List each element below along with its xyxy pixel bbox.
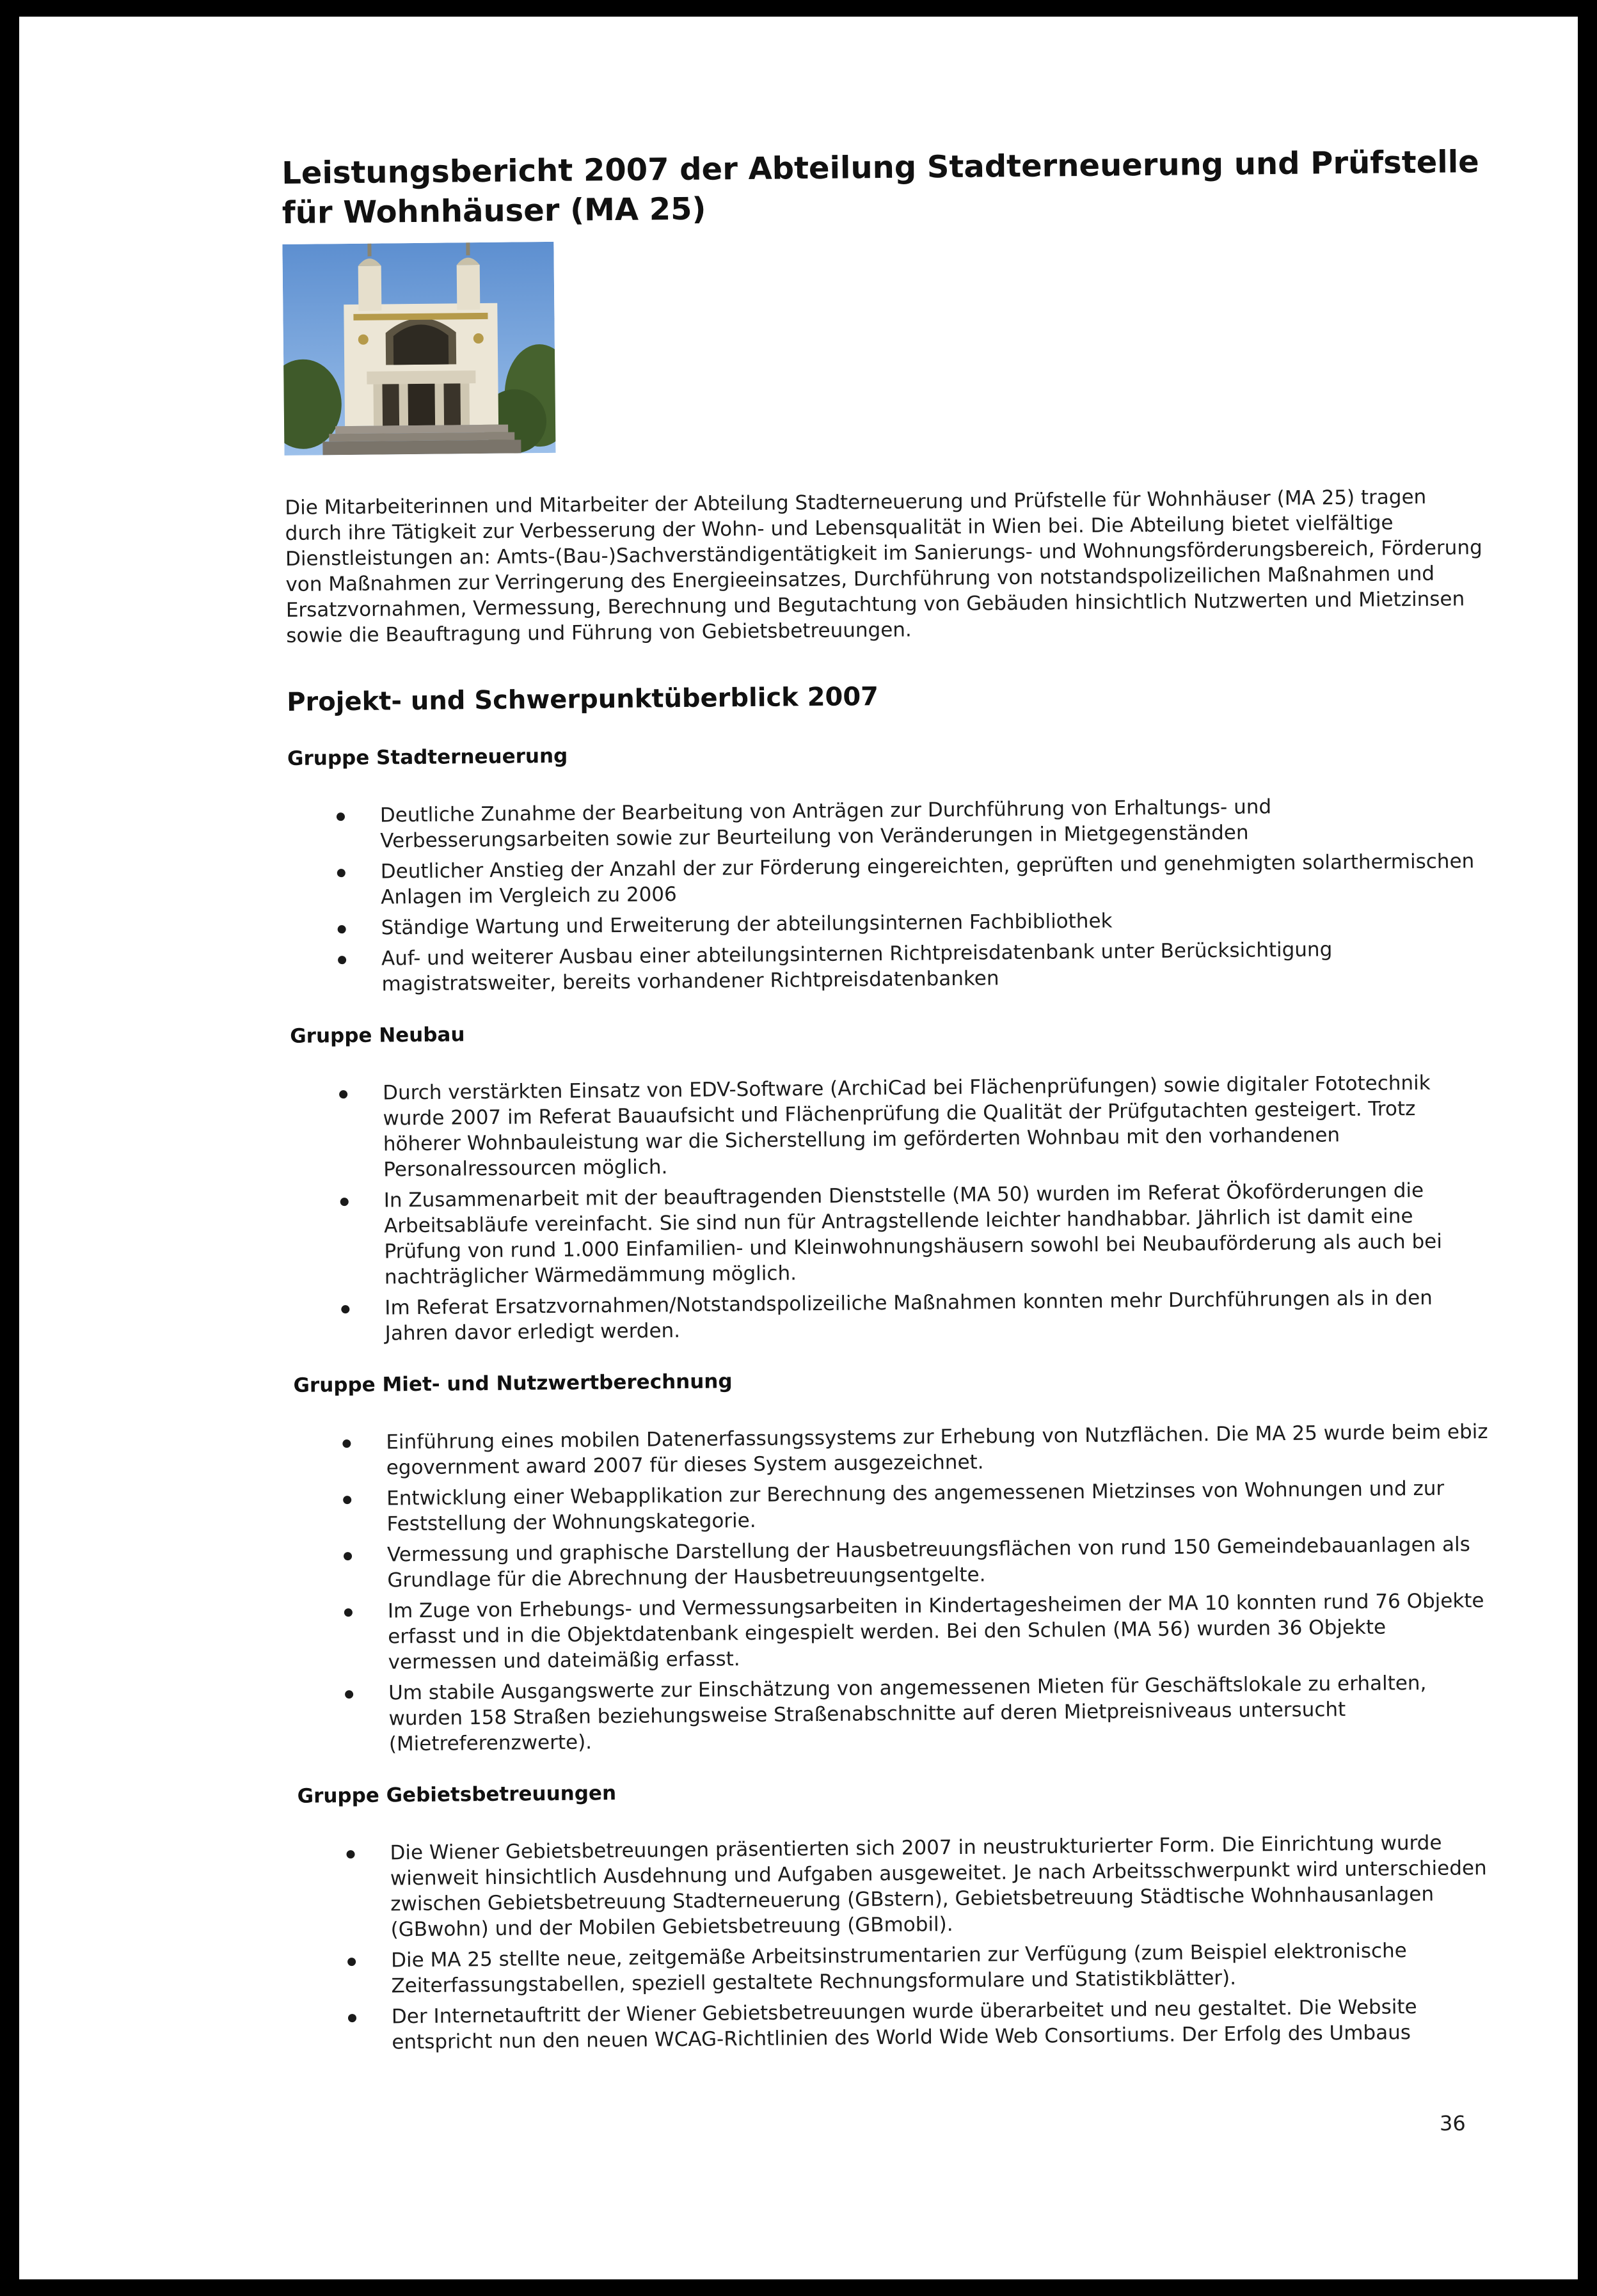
overview-heading: Projekt- und Schwerpunktüberblick 2007 xyxy=(287,682,879,717)
list-item: Im Zuge von Erhebungs- und Vermessungsarbeiten in Kindertagesheimen der MA 10 konnten rund 76 Objekte erfasst und in die Objektdatenbank eingespielt werden. Bei den Schulen (MA 56) wurden 36 Objekte vermessen und dateimäßig erfasst. xyxy=(296,1588,1499,1676)
bullet-icon xyxy=(337,812,345,821)
bullet-icon xyxy=(342,1439,351,1448)
section-heading-miet-nutzwert: Gruppe Miet- und Nutzwertberechnung xyxy=(293,1370,733,1397)
page-number: 36 xyxy=(1440,2111,1466,2135)
section-heading-gebietsbetreuungen: Gruppe Gebietsbetreuungen xyxy=(297,1782,617,1808)
building-photo xyxy=(282,242,555,455)
bullet-icon xyxy=(348,2014,356,2022)
bullet-icon xyxy=(346,1850,354,1858)
list-item: Die Wiener Gebietsbetreuungen präsentierten sich 2007 in neustrukturierter Form. Die Einrichtung wurde wienweit hinsichtlich Ausdehnung und Aufgaben ausgeweitet. Je nach Arbeitsschwerpunkt wird unterschieden zwischen Gebietsbetreuung Stadterneuerung (GBstern), Gebietsbetreuung Städtische Wohnhausanlagen (GBwohn) und der Mobilen Gebietsbetreuung (GBmobil). xyxy=(298,1830,1501,1944)
bullet-icon xyxy=(347,1958,356,1966)
bullet-icon xyxy=(338,925,346,933)
page-title: Leistungsbericht 2007 der Abteilung Stadterneuerung und Prüfstelle für Wohnhäuser (MA 25) xyxy=(282,144,1479,231)
bullet-list-stadterneuerung xyxy=(288,792,1493,998)
list-item: Im Referat Ersatzvornahmen/Notstandspolizeiliche Maßnahmen konnten mehr Durchführungen als in den Jahren davor erledigt werden. xyxy=(292,1285,1496,1347)
bullet-list-gebietsbetreuungen xyxy=(298,1830,1502,2056)
bullet-icon xyxy=(345,1690,353,1698)
bullet-list-neubau xyxy=(290,1070,1496,1347)
bullet-icon xyxy=(344,1608,353,1617)
list-item: Vermessung und graphische Darstellung der Hausbetreuungsflächen von rund 150 Gemeindebauanlagen als Grundlage für die Abrechnung der Hausbetreuungsentgelte. xyxy=(295,1532,1498,1594)
bullet-icon xyxy=(337,869,346,877)
bullet-list-miet-nutzwert xyxy=(294,1419,1500,1758)
page-content xyxy=(282,142,1503,2082)
list-item: In Zusammenarbeit mit der beauftragenden Dienststelle (MA 50) wurden im Referat Ökoförderungen die Arbeitsabläufe vereinfacht. Sie sind nun für Antragstellende leichter handhabbar. Jährlich ist damit eine Prüfung von rund 1.000 Einfamilien- und Kleinwohnungshäusern sowohl bei Neubauförderung als auch bei nachträglicher Wärmedämmung möglich. xyxy=(292,1177,1495,1291)
list-item: Die MA 25 stellte neue, zeitgemäße Arbeitsinstrumentarien zur Verfügung (zum Beispiel elektronische Zeiterfassungstabellen, speziell gestaltete Rechnungsformulare und Statistikblätter). xyxy=(299,1937,1502,2000)
list-item: Der Internetauftritt der Wiener Gebietsbetreuungen wurde überarbeitet und neu gestaltet. Die Website entspricht nun den neuen WCAG-Richtlinien des World Wide Web Consortiums. Der Erfolg des Umbaus xyxy=(299,1993,1503,2056)
list-item: Deutliche Zunahme der Bearbeitung von Anträgen zur Durchführung von Erhaltungs- und Verbesserungsarbeiten sowie zur Beurteilung von Veränderungen in Mietgegenständen xyxy=(288,792,1491,855)
list-item: Deutlicher Anstieg der Anzahl der zur Förderung eingereichten, geprüften und genehmigten solarthermischen Anlagen im Vergleich zu 2006 xyxy=(289,848,1492,911)
document-page xyxy=(19,17,1578,2279)
list-item: Auf- und weiterer Ausbau einer abteilungsinternen Richtpreisdatenbank unter Berücksichtigung magistratsweiter, bereits vorhandener Richtpreisdatenbanken xyxy=(289,935,1493,998)
section-heading-stadterneuerung: Gruppe Stadterneuerung xyxy=(287,744,568,770)
bullet-icon xyxy=(341,1305,349,1313)
list-item: Um stabile Ausgangswerte zur Einschätzung von angemessenen Mieten für Geschäftslokale zu erhalten, wurden 158 Straßen beziehungsweise Straßenabschnitte auf deren Mietpreisniveaus untersucht (Mietreferenzwerte). xyxy=(296,1670,1500,1758)
bullet-icon xyxy=(344,1552,352,1560)
list-item: Entwicklung einer Webapplikation zur Berechnung des angemessenen Mietzinses von Wohnungen und zur Feststellung der Wohnungskategorie. xyxy=(294,1475,1498,1538)
intro-paragraph: Die Mitarbeiterinnen und Mitarbeiter der Abteilung Stadterneuerung und Prüfstelle für Wohnhäuser (MA 25) tragen durch ihre Tätigkeit zur Verbesserung der Wohn- und Lebensqualität in Wien bei. Die Abteilung bietet vielfältige Dienstleistungen an: Amts-(Bau-)Sachverständigentätigkeit im Sanierungs- und Wohnungsförderungsbereich, Förderung von Maßnahmen zur Verringerung des Energieeinsatzes, Durchführung von notstandspolizeilichen Maßnahmen und Ersatzvornahmen, Vermessung, Berechnung und Begutachtung von Gebäuden hinsichtlich Nutzwerten und Mietzinsen sowie die Beauftragung und Führung von Gebietsbetreuungen. xyxy=(285,485,1482,647)
bullet-icon xyxy=(340,1198,349,1206)
list-item: Einführung eines mobilen Datenerfassungssystems zur Erhebung von Nutzflächen. Die MA 25 wurde beim ebiz egovernment award 2007 für dieses System ausgezeichnet. xyxy=(294,1419,1497,1482)
bullet-icon xyxy=(343,1496,351,1504)
bullet-icon xyxy=(338,956,346,964)
list-item: Durch verstärkten Einsatz von EDV-Software (ArchiCad bei Flächenprüfungen) sowie digitaler Fototechnik wurde 2007 im Referat Bauaufsicht und Flächenprüfung die Qualität der Prüfgutachten gesteigert. Trotz höherer Wohnbauleistung war die Sicherstellung im geförderten Wohnbau mit den vorhandenen Personalressourcen möglich. xyxy=(290,1070,1494,1184)
section-heading-neubau: Gruppe Neubau xyxy=(290,1023,465,1048)
bullet-icon xyxy=(339,1090,347,1098)
list-item: Ständige Wartung und Erweiterung der abteilungsinternen Fachbibliothek xyxy=(289,905,1491,942)
